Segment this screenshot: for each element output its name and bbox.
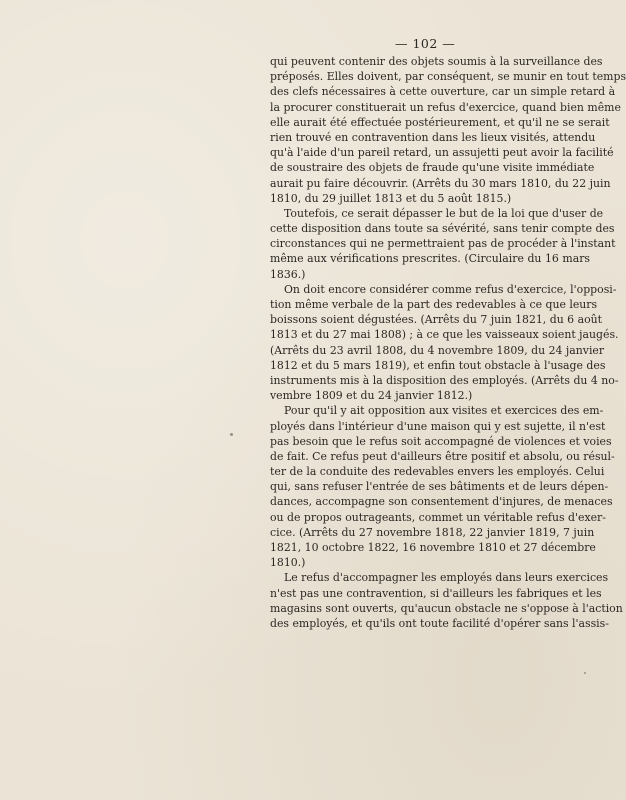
text-line: de soustraire des objets de fraude qu'une visite immédiate — [270, 161, 595, 175]
text-line: même aux vérifications prescrites. (Circulaire du 16 mars — [270, 252, 590, 266]
text-line: elle aurait été effectuée postérieurement, et qu'il ne se serait — [270, 115, 610, 129]
text-line: magasins sont ouverts, qu'aucun obstacle ne s'oppose à l'action — [270, 601, 623, 615]
text-line: n'est pas une contravention, si d'ailleurs les fabriques et les — [270, 586, 602, 600]
paper-speck — [584, 672, 586, 674]
text-line: tion même verbale de la part des redevables à ce que leurs — [270, 298, 598, 311]
text-line: 1821, 10 octobre 1822, 16 novembre 1810 et 27 décembre — [270, 541, 596, 554]
text-line: des clefs nécessaires à cette ouverture, car un simple retard à — [270, 85, 616, 99]
text-line: ou de propos outrageants, commet un véritable refus d'exer- — [270, 510, 606, 524]
page-number: — 102 — — [395, 36, 456, 51]
text-line: boissons soient dégustées. (Arrêts du 7 juin 1821, du 6 août — [270, 313, 603, 327]
text-line: vembre 1809 et du 24 janvier 1812.) — [270, 389, 473, 403]
text-line: cice. (Arrêts du 27 novembre 1818, 22 janvier 1819, 7 juin — [270, 525, 595, 539]
text-line: instruments mis à la disposition des employés. (Arrêts du 4 no- — [270, 373, 619, 387]
text-line: On doit encore considérer comme refus d'exercice, l'opposi- — [284, 282, 617, 296]
text-line: de fait. Ce refus peut d'ailleurs être positif et absolu, ou résul- — [270, 449, 615, 463]
text-line: Pour qu'il y ait opposition aux visites et exercices des em- — [284, 404, 604, 418]
text-line: préposés. Elles doivent, par conséquent, se munir en tout temps — [270, 70, 626, 84]
text-line: 1836.) — [270, 267, 306, 281]
text-line: 1810.) — [270, 556, 306, 570]
text-line: cette disposition dans toute sa sévérité, sans tenir compte des — [270, 222, 615, 236]
text-line: aurait pu faire découvrir. (Arrêts du 30 mars 1810, du 22 juin — [270, 176, 611, 190]
text-line: ployés dans l'intérieur d'une maison qui y est sujette, il n'est — [270, 419, 606, 433]
text-line: qui peuvent contenir des objets soumis à la surveillance des — [270, 55, 603, 68]
text-line: dances, accompagne son consentement d'injures, de menaces — [270, 495, 613, 509]
text-line: la procurer constituerait un refus d'exercice, quand bien même — [270, 100, 621, 114]
text-line: qu'à l'aide d'un pareil retard, un assujetti peut avoir la facilité — [270, 146, 614, 160]
text-line: pas besoin que le refus soit accompagné de violences et voies — [270, 434, 612, 448]
text-line: 1813 et du 27 mai 1808) ; à ce que les vaisseaux soient jaugés. — [270, 328, 619, 342]
paper-speck — [230, 433, 233, 436]
text-line: 1812 et du 5 mars 1819), et enfin tout obstacle à l'usage des — [270, 358, 606, 372]
text-line: qui, sans refuser l'entrée de ses bâtiments et de leurs dépen- — [270, 480, 609, 494]
text-line: (Arrêts du 23 avril 1808, du 4 novembre 1809, du 24 janvier — [270, 343, 605, 357]
text-line: rien trouvé en contravention dans les lieux visités, attendu — [270, 130, 596, 144]
text-line: des employés, et qu'ils ont toute facilité d'opérer sans l'assis- — [270, 616, 609, 630]
text-line: Toutefois, ce serait dépasser le but de la loi que d'user de — [284, 206, 604, 220]
text-line: ter de la conduite des redevables envers les employés. Celui — [270, 465, 605, 479]
text-line: Le refus d'accompagner les employés dans leurs exercices — [284, 571, 609, 585]
text-line: circonstances qui ne permettraient pas de procéder à l'instant — [270, 237, 616, 251]
body-text — [270, 54, 626, 631]
text-line: 1810, du 29 juillet 1813 et du 5 août 1815.) — [270, 191, 512, 205]
